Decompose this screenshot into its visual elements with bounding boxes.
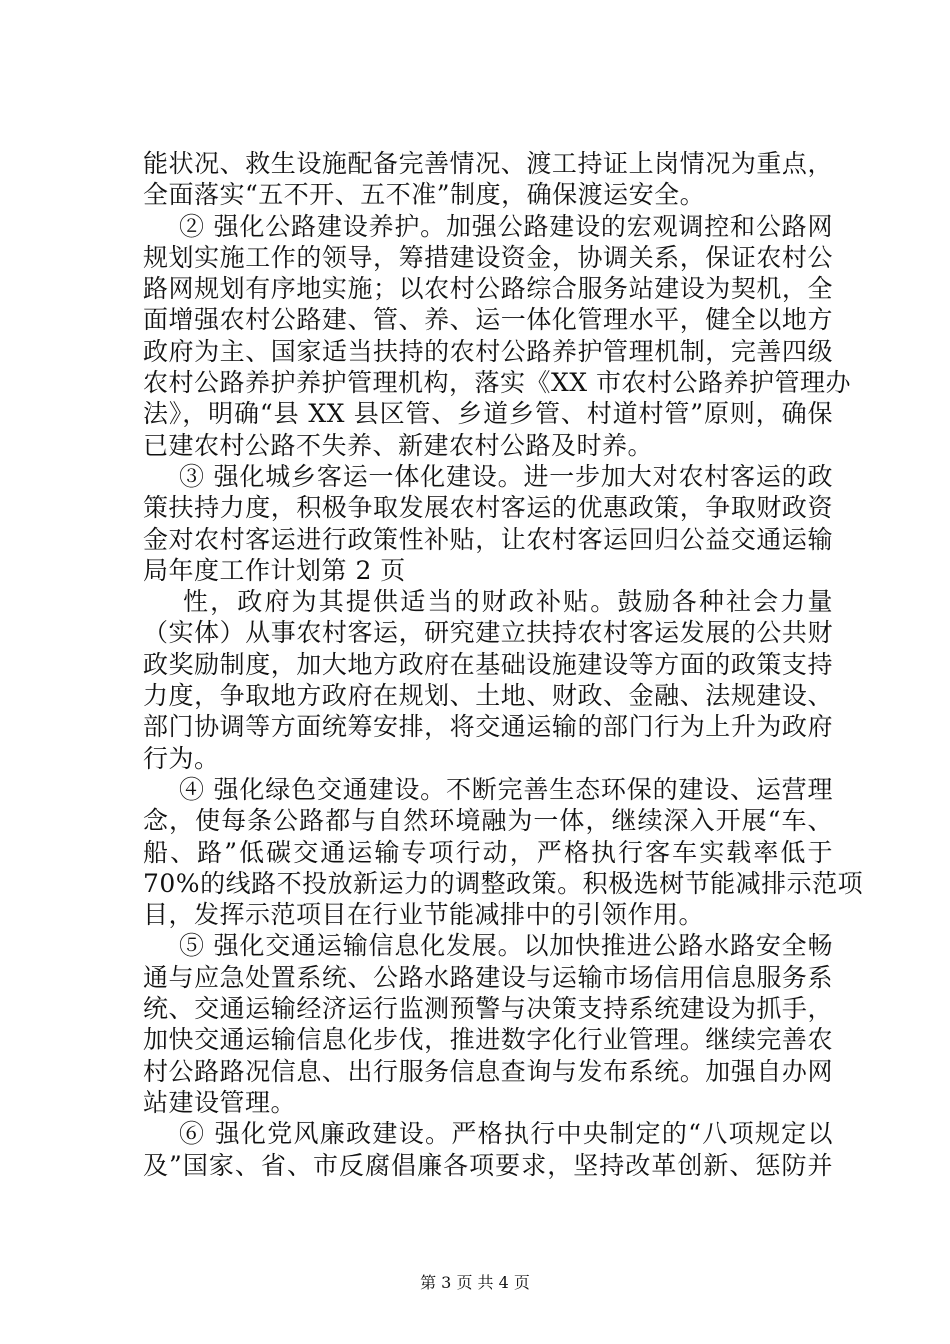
text-line: 全面落实“五不开、五不准”制度，确保渡运安全。 — [143, 180, 706, 210]
text-line: 政奖励制度，加大地方政府在基础设施建设等方面的政策支持 — [143, 649, 833, 679]
page-footer: 第 3 页 共 4 页 — [420, 1273, 530, 1292]
text-line: 村公路路况信息、出行服务信息查询与发布系统。加强自办网 — [143, 1056, 833, 1086]
text-line: 部门协调等方面统筹安排，将交通运输的部门行为上升为政府 — [143, 712, 833, 742]
text-line: ④ 强化绿色交通建设。不断完善生态环保的建设、运营理 — [179, 774, 833, 804]
text-line: 法》，明确“县 XX 县区管、乡道乡管、村道村管”原则，确保 — [143, 399, 833, 429]
text-line: 及”国家、省、市反腐倡廉各项要求，坚持改革创新、惩防并 — [143, 1150, 833, 1180]
text-line: 局年度工作计划第 2 页 — [143, 555, 406, 585]
text-line: 统、交通运输经济运行监测预警与决策支持系统建设为抓手， — [143, 994, 833, 1024]
text-line: 性，政府为其提供适当的财政补贴。鼓励各种社会力量 — [183, 587, 833, 617]
text-line: 已建农村公路不失养、新建农村公路及时养。 — [143, 430, 654, 460]
text-line: ② 强化公路建设养护。加强公路建设的宏观调控和公路网 — [179, 211, 833, 241]
text-line: ⑥ 强化党风廉政建设。严格执行中央制定的“八项规定以 — [179, 1119, 833, 1149]
text-line: 金对农村客运进行政策性补贴，让农村客运回归公益交通运输 — [143, 524, 833, 554]
text-line: 通与应急处置系统、公路水路建设与运输市场信用信息服务系 — [143, 962, 833, 992]
text-line: 能状况、救生设施配备完善情况、渡工持证上岗情况为重点， — [143, 149, 833, 178]
text-line: 力度，争取地方政府在规划、土地、财政、金融、法规建设、 — [143, 681, 833, 711]
text-line: 念，使每条公路都与自然环境融为一体，继续深入开展“车、 — [143, 806, 833, 836]
text-line: 策扶持力度，积极争取发展农村客运的优惠政策，争取财政资 — [143, 493, 833, 523]
text-line: （实体）从事农村客运，研究建立扶持农村客运发展的公共财 — [143, 618, 833, 648]
text-line: 路网规划有序地实施；以农村公路综合服务站建设为契机，全 — [143, 274, 833, 304]
text-line: 规划实施工作的领导，筹措建设资金，协调关系，保证农村公 — [143, 242, 833, 272]
text-line: 站建设管理。 — [143, 1087, 297, 1117]
text-line: ③ 强化城乡客运一体化建设。进一步加大对农村客运的政 — [179, 461, 833, 491]
text-line: 政府为主、国家适当扶持的农村公路养护管理机制，完善四级 — [143, 336, 833, 366]
text-line: 农村公路养护养护管理机构，落实《XX 市农村公路养护管理办 — [143, 368, 852, 398]
text-line: 面增强农村公路建、管、养、运一体化管理水平，健全以地方 — [143, 305, 833, 335]
text-line: 船、路”低碳交通运输专项行动，严格执行客车实载率低于 — [143, 837, 833, 867]
text-line: ⑤ 强化交通运输信息化发展。以加快推进公路水路安全畅 — [179, 931, 833, 961]
text-line: 70%的线路不投放新运力的调整政策。积极选树节能减排示范项 — [143, 868, 864, 898]
body-text — [143, 148, 864, 1181]
text-line: 目，发挥示范项目在行业节能减排中的引领作用。 — [143, 900, 705, 930]
text-line: 加快交通运输信息化步伐，推进数字化行业管理。继续完善农 — [143, 1025, 833, 1055]
text-line: 行为。 — [143, 743, 220, 773]
